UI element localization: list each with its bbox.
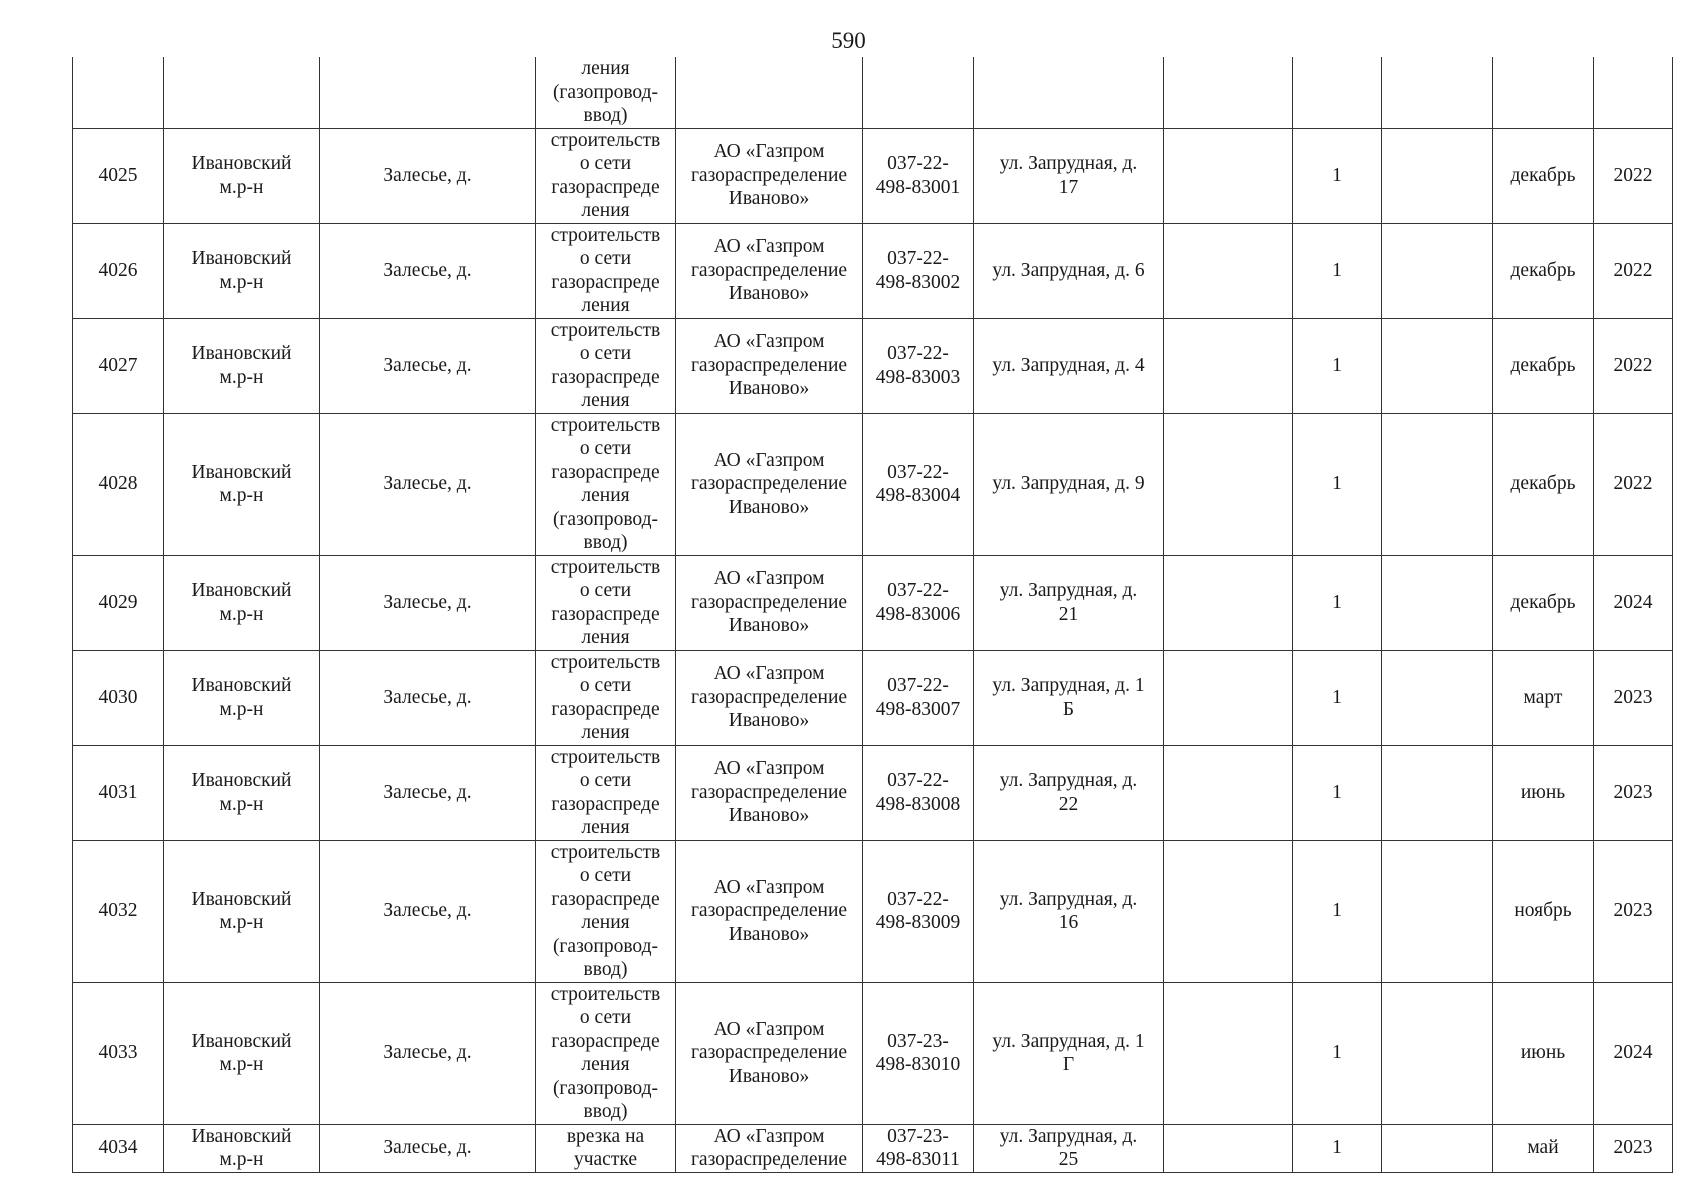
cell-district: Ивановский м.р-н [164, 223, 320, 318]
cell-organization: АО «Газпром газораспределение Иваново» [676, 223, 863, 318]
cell-work-type: строительств о сети газораспреде ления (газопровод- ввод) [536, 982, 676, 1124]
cell-month: декабрь [1493, 318, 1594, 413]
cell-organization: АО «Газпром газораспределение [676, 1124, 863, 1172]
cell-code: 037-22- 498-83004 [863, 413, 974, 555]
cell-organization [676, 57, 863, 128]
cell-num: 4032 [73, 840, 164, 982]
table-row [73, 413, 1673, 555]
table-row [73, 555, 1673, 650]
table-row [73, 223, 1673, 318]
cell-col10 [1382, 982, 1493, 1124]
cell-settlement: Залесье, д. [320, 223, 536, 318]
cell-col10 [1382, 840, 1493, 982]
cell-count: 1 [1293, 982, 1382, 1124]
cell-col8 [1164, 57, 1293, 128]
table-row [73, 650, 1673, 745]
table-row [73, 318, 1673, 413]
cell-address: ул. Запрудная, д. 16 [974, 840, 1164, 982]
cell-district: Ивановский м.р-н [164, 318, 320, 413]
cell-address: ул. Запрудная, д. 1 Г [974, 982, 1164, 1124]
cell-organization: АО «Газпром газораспределение Иваново» [676, 745, 863, 840]
cell-district: Ивановский м.р-н [164, 555, 320, 650]
cell-work-type: строительств о сети газораспреде ления [536, 555, 676, 650]
cell-district: Ивановский м.р-н [164, 982, 320, 1124]
cell-code: 037-22- 498-83008 [863, 745, 974, 840]
cell-month: декабрь [1493, 223, 1594, 318]
cell-settlement: Залесье, д. [320, 1124, 536, 1172]
cell-count: 1 [1293, 223, 1382, 318]
cell-count: 1 [1293, 128, 1382, 223]
cell-code: 037-23- 498-83011 [863, 1124, 974, 1172]
cell-count: 1 [1293, 650, 1382, 745]
cell-district: Ивановский м.р-н [164, 128, 320, 223]
cell-work-type: строительств о сети газораспреде ления [536, 318, 676, 413]
cell-work-type: строительств о сети газораспреде ления [536, 745, 676, 840]
cell-num: 4034 [73, 1124, 164, 1172]
cell-col8 [1164, 650, 1293, 745]
cell-col10 [1382, 128, 1493, 223]
cell-num: 4031 [73, 745, 164, 840]
cell-settlement: Залесье, д. [320, 650, 536, 745]
cell-month [1493, 57, 1594, 128]
cell-num: 4029 [73, 555, 164, 650]
cell-work-type: строительств о сети газораспреде ления [536, 650, 676, 745]
cell-col8 [1164, 318, 1293, 413]
cell-month: март [1493, 650, 1594, 745]
cell-address: ул. Запрудная, д. 25 [974, 1124, 1164, 1172]
cell-work-type: ления (газопровод- ввод) [536, 57, 676, 128]
cell-work-type: строительств о сети газораспреде ления (газопровод- ввод) [536, 840, 676, 982]
cell-count: 1 [1293, 840, 1382, 982]
table-row [73, 1124, 1673, 1172]
cell-year: 2022 [1594, 413, 1673, 555]
cell-col8 [1164, 982, 1293, 1124]
cell-num: 4027 [73, 318, 164, 413]
cell-col10 [1382, 223, 1493, 318]
cell-address: ул. Запрудная, д. 9 [974, 413, 1164, 555]
table-row-continuation [73, 57, 1673, 128]
cell-col8 [1164, 840, 1293, 982]
cell-col10 [1382, 650, 1493, 745]
cell-year: 2023 [1594, 650, 1673, 745]
cell-col10 [1382, 57, 1493, 128]
cell-organization: АО «Газпром газораспределение Иваново» [676, 413, 863, 555]
cell-num: 4028 [73, 413, 164, 555]
cell-year: 2022 [1594, 318, 1673, 413]
cell-col8 [1164, 128, 1293, 223]
cell-count: 1 [1293, 413, 1382, 555]
cell-month: декабрь [1493, 555, 1594, 650]
cell-year [1594, 57, 1673, 128]
cell-month: май [1493, 1124, 1594, 1172]
cell-year: 2023 [1594, 1124, 1673, 1172]
cell-year: 2023 [1594, 840, 1673, 982]
cell-district [164, 57, 320, 128]
cell-month: июнь [1493, 982, 1594, 1124]
cell-settlement: Залесье, д. [320, 555, 536, 650]
cell-settlement: Залесье, д. [320, 982, 536, 1124]
cell-count: 1 [1293, 745, 1382, 840]
cell-district: Ивановский м.р-н [164, 840, 320, 982]
cell-month: декабрь [1493, 128, 1594, 223]
cell-code: 037-22- 498-83001 [863, 128, 974, 223]
cell-settlement: Залесье, д. [320, 128, 536, 223]
table-body [73, 57, 1673, 1172]
cell-address: ул. Запрудная, д. 21 [974, 555, 1164, 650]
cell-code: 037-22- 498-83006 [863, 555, 974, 650]
cell-count [1293, 57, 1382, 128]
cell-month: декабрь [1493, 413, 1594, 555]
cell-col8 [1164, 223, 1293, 318]
table-row [73, 128, 1673, 223]
cell-work-type: врезка на участке [536, 1124, 676, 1172]
cell-address: ул. Запрудная, д. 1 Б [974, 650, 1164, 745]
cell-year: 2024 [1594, 555, 1673, 650]
page-number: 590 [831, 28, 866, 53]
cell-settlement: Залесье, д. [320, 745, 536, 840]
cell-num: 4025 [73, 128, 164, 223]
cell-num: 4030 [73, 650, 164, 745]
table-row [73, 840, 1673, 982]
cell-count: 1 [1293, 555, 1382, 650]
cell-col10 [1382, 413, 1493, 555]
cell-code: 037-22- 498-83003 [863, 318, 974, 413]
cell-code: 037-22- 498-83007 [863, 650, 974, 745]
registry-table [72, 57, 1673, 1173]
table-row [73, 982, 1673, 1124]
cell-month: июнь [1493, 745, 1594, 840]
cell-settlement: Залесье, д. [320, 318, 536, 413]
cell-district: Ивановский м.р-н [164, 413, 320, 555]
cell-code: 037-23- 498-83010 [863, 982, 974, 1124]
cell-work-type: строительств о сети газораспреде ления [536, 223, 676, 318]
cell-count: 1 [1293, 1124, 1382, 1172]
cell-num [73, 57, 164, 128]
cell-col10 [1382, 745, 1493, 840]
cell-address [974, 57, 1164, 128]
cell-col10 [1382, 555, 1493, 650]
cell-code [863, 57, 974, 128]
cell-address: ул. Запрудная, д. 22 [974, 745, 1164, 840]
cell-address: ул. Запрудная, д. 17 [974, 128, 1164, 223]
cell-district: Ивановский м.р-н [164, 1124, 320, 1172]
cell-address: ул. Запрудная, д. 6 [974, 223, 1164, 318]
cell-district: Ивановский м.р-н [164, 745, 320, 840]
cell-col10 [1382, 318, 1493, 413]
cell-address: ул. Запрудная, д. 4 [974, 318, 1164, 413]
cell-year: 2024 [1594, 982, 1673, 1124]
cell-col10 [1382, 1124, 1493, 1172]
cell-month: ноябрь [1493, 840, 1594, 982]
cell-col8 [1164, 1124, 1293, 1172]
cell-code: 037-22- 498-83002 [863, 223, 974, 318]
cell-year: 2023 [1594, 745, 1673, 840]
cell-year: 2022 [1594, 128, 1673, 223]
cell-num: 4026 [73, 223, 164, 318]
cell-year: 2022 [1594, 223, 1673, 318]
cell-organization: АО «Газпром газораспределение Иваново» [676, 318, 863, 413]
cell-district: Ивановский м.р-н [164, 650, 320, 745]
cell-settlement: Залесье, д. [320, 413, 536, 555]
cell-settlement [320, 57, 536, 128]
cell-work-type: строительств о сети газораспреде ления (газопровод- ввод) [536, 413, 676, 555]
cell-organization: АО «Газпром газораспределение Иваново» [676, 128, 863, 223]
cell-count: 1 [1293, 318, 1382, 413]
cell-organization: АО «Газпром газораспределение Иваново» [676, 982, 863, 1124]
cell-col8 [1164, 413, 1293, 555]
cell-col8 [1164, 745, 1293, 840]
cell-code: 037-22- 498-83009 [863, 840, 974, 982]
cell-settlement: Залесье, д. [320, 840, 536, 982]
cell-num: 4033 [73, 982, 164, 1124]
cell-work-type: строительств о сети газораспреде ления [536, 128, 676, 223]
cell-organization: АО «Газпром газораспределение Иваново» [676, 840, 863, 982]
table-row [73, 745, 1673, 840]
cell-col8 [1164, 555, 1293, 650]
cell-organization: АО «Газпром газораспределение Иваново» [676, 555, 863, 650]
cell-organization: АО «Газпром газораспределение Иваново» [676, 650, 863, 745]
